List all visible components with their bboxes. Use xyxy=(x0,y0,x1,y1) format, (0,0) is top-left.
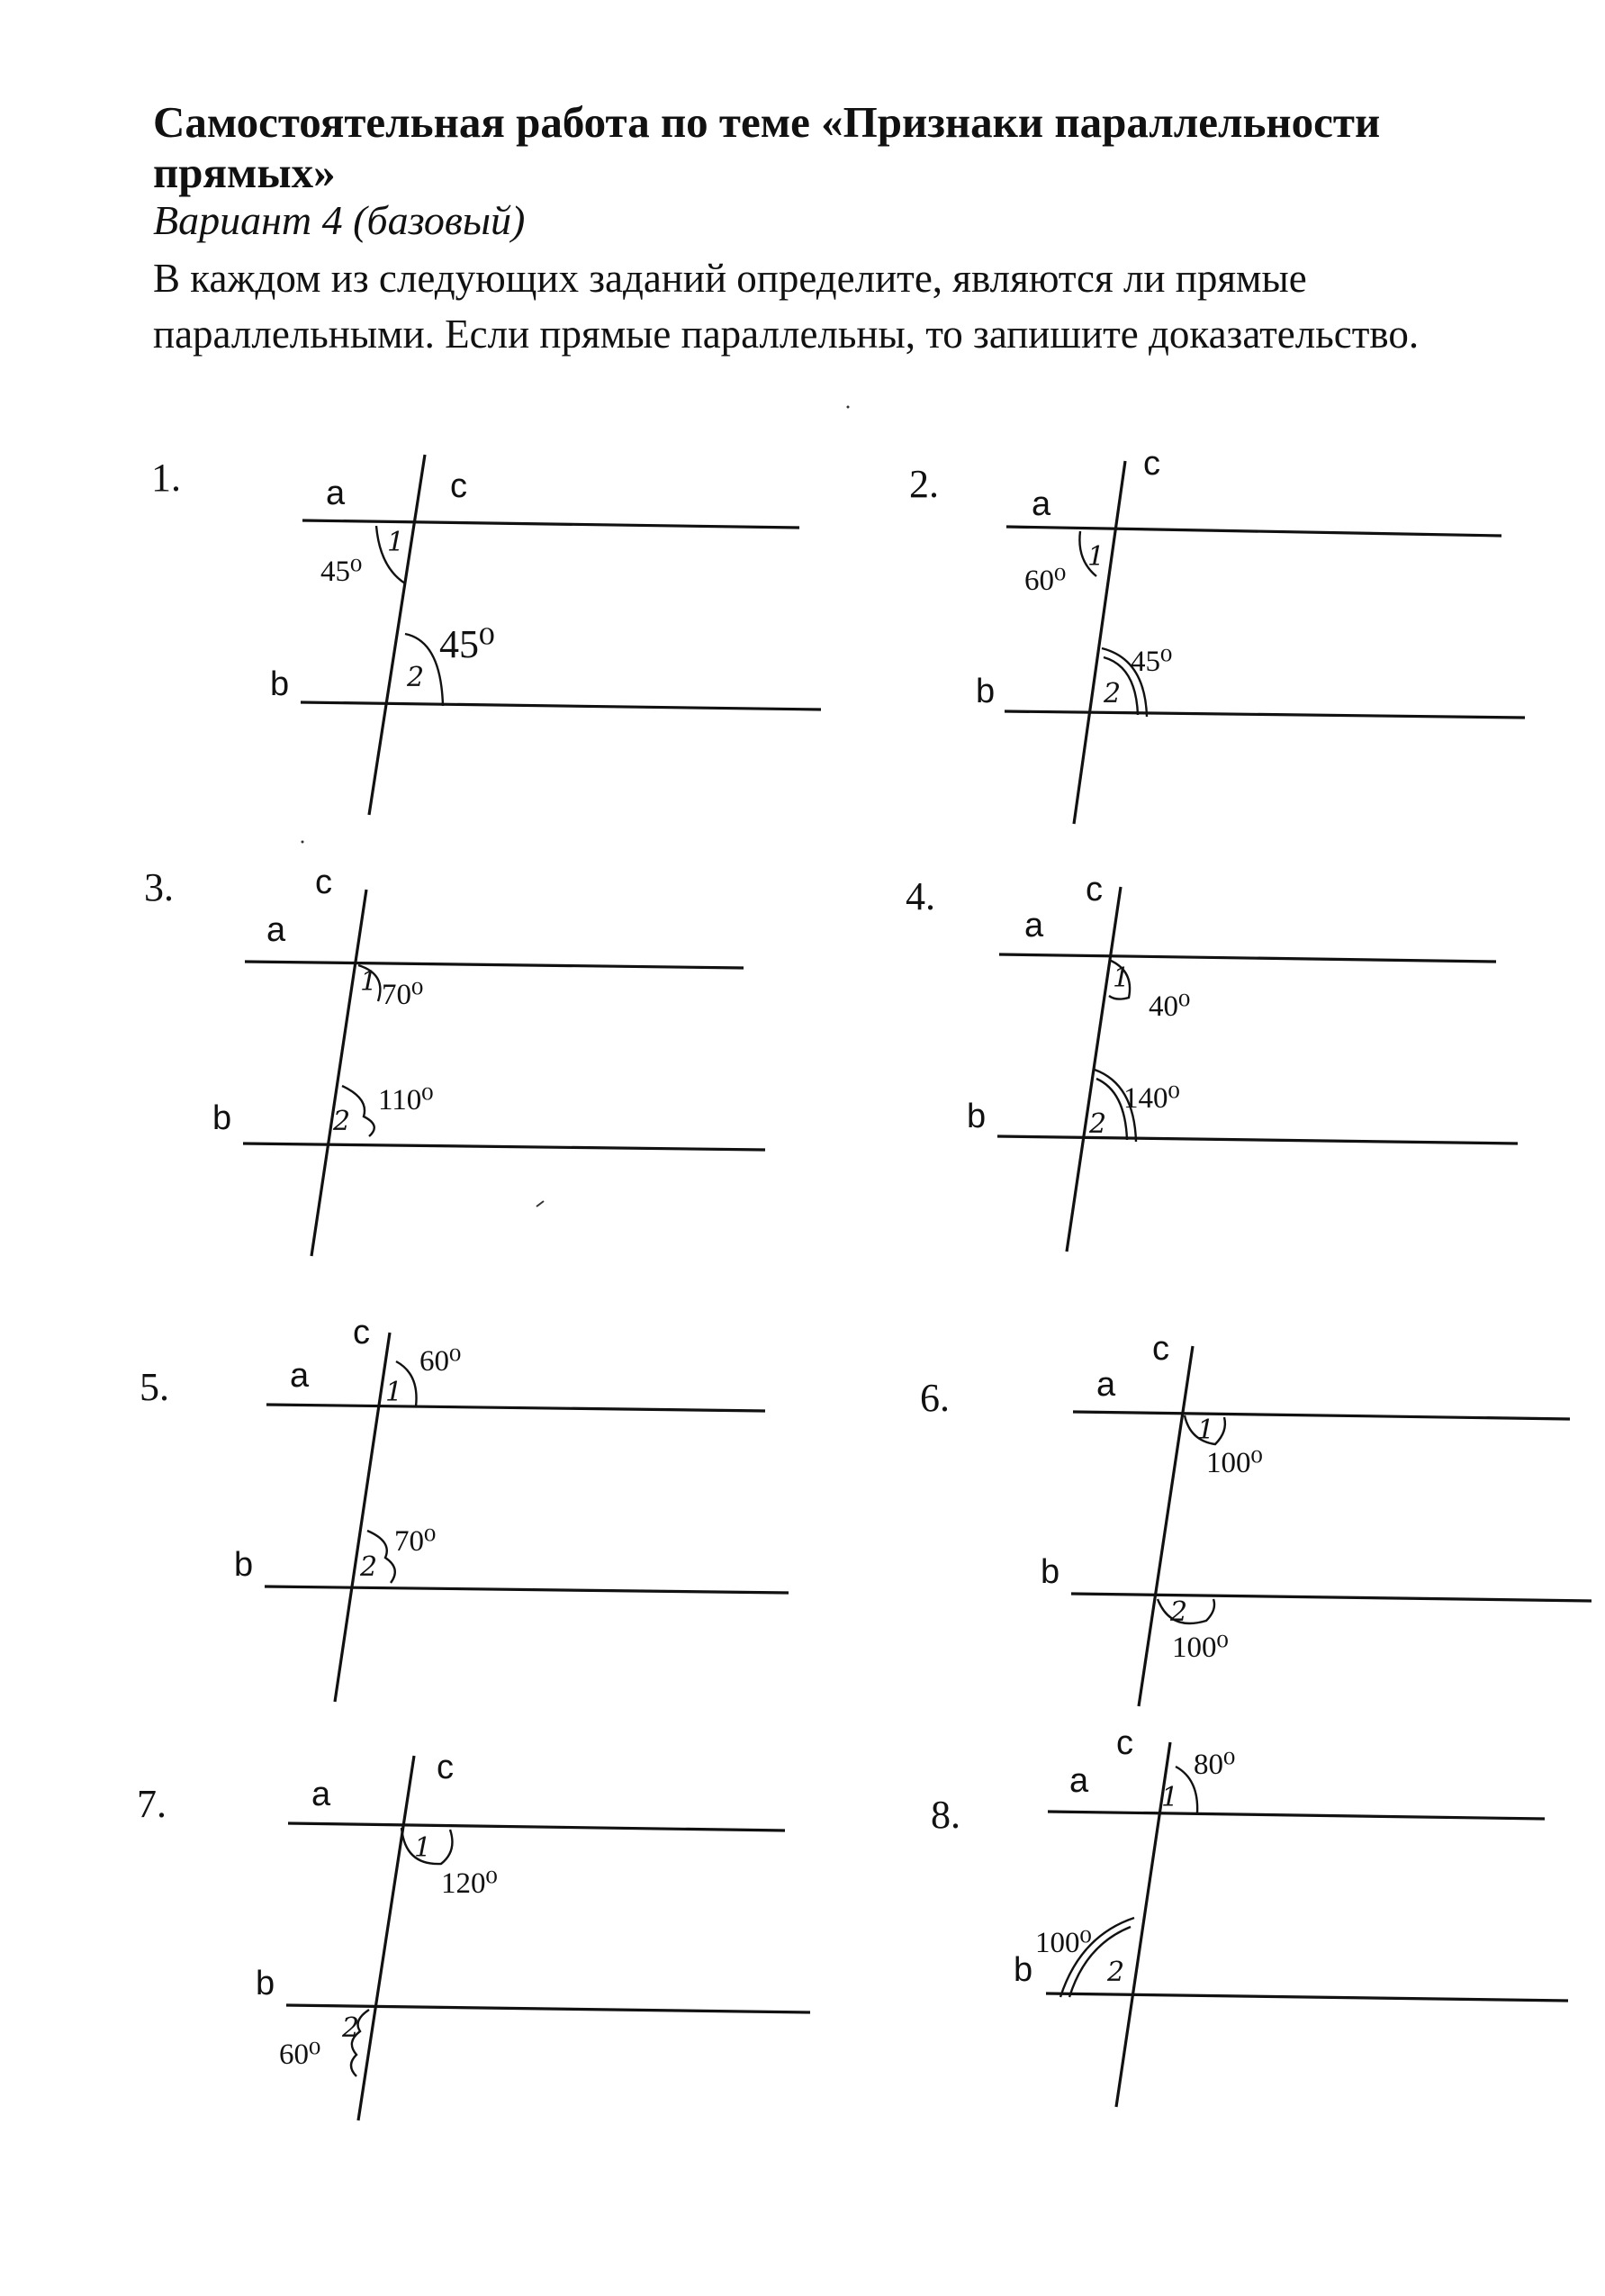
task-8-label-a: a xyxy=(1069,1762,1089,1800)
task-5-diagram xyxy=(234,1314,789,1702)
variant-label: Вариант 4 (базовый) xyxy=(153,197,526,243)
task-7-diagram xyxy=(256,1749,810,2120)
task-3-line-a xyxy=(245,962,744,968)
task-2-angle-2-mark: 2 xyxy=(1104,678,1122,710)
task-6-label-b: b xyxy=(1041,1553,1060,1591)
task-3-label-a: a xyxy=(266,911,286,949)
task-1-number: 1. xyxy=(151,456,181,500)
task-4-line-c xyxy=(1067,887,1121,1252)
task-1-label-b: b xyxy=(270,665,290,703)
task-6-label-a: a xyxy=(1096,1366,1116,1404)
task-4-line-a xyxy=(999,954,1496,962)
task-6-number: 6. xyxy=(920,1376,950,1420)
task-7-angle-2-mark: 2 xyxy=(342,2012,360,2044)
task-5-number: 5. xyxy=(140,1365,169,1409)
task-8-number: 8. xyxy=(931,1793,960,1837)
task-6-angle-2-value: 100⁰ xyxy=(1172,1632,1229,1664)
task-5-line-b xyxy=(265,1586,789,1593)
task-2-label-c: c xyxy=(1143,445,1160,483)
task-5-angle-1-value: 60⁰ xyxy=(419,1345,462,1378)
task-7-label-b: b xyxy=(256,1965,275,2002)
task-8-angle-2-mark: 2 xyxy=(1107,1957,1125,1988)
task-6-diagram xyxy=(1041,1330,1591,1706)
task-1-label-c: c xyxy=(450,467,467,505)
task-8-diagram xyxy=(1014,1724,1568,2107)
task-2-diagram xyxy=(976,445,1525,824)
task-4-label-b: b xyxy=(967,1098,987,1135)
task-1-angle-1-mark: 1 xyxy=(387,527,405,558)
task-1-angle-2-mark: 2 xyxy=(407,662,425,693)
task-7-number: 7. xyxy=(137,1782,167,1826)
scan-speck xyxy=(302,841,304,844)
scan-speck xyxy=(847,406,850,409)
task-1-diagram xyxy=(270,455,821,815)
scan-speck xyxy=(537,1201,544,1207)
task-3-angle-1-mark: 1 xyxy=(360,966,378,998)
task-2-line-c xyxy=(1074,461,1125,824)
task-6-angle-2-mark: 2 xyxy=(1170,1596,1188,1628)
task-5-angle-1-mark: 1 xyxy=(385,1377,403,1408)
task-2-angle-1-mark: 1 xyxy=(1087,541,1105,573)
task-3-angle-2-mark: 2 xyxy=(333,1106,351,1137)
task-4-number: 4. xyxy=(906,874,935,918)
task-7-angle-1-value: 120⁰ xyxy=(441,1867,498,1900)
task-1-line-c xyxy=(369,455,425,815)
task-7-angle-2-value: 60⁰ xyxy=(279,2038,321,2071)
task-3-angle-1-value: 70⁰ xyxy=(382,979,424,1011)
task-7-line-c xyxy=(358,1756,414,2120)
task-4-line-b xyxy=(997,1136,1518,1143)
task-3-label-c: c xyxy=(315,863,332,901)
task-7-label-a: a xyxy=(311,1776,331,1813)
task-8-line-b xyxy=(1046,1993,1568,2001)
task-2-angle-2-value: 45⁰ xyxy=(1131,646,1173,678)
task-1-line-b xyxy=(301,702,821,710)
task-5-angle-2-value: 70⁰ xyxy=(394,1525,437,1558)
task-6-label-c: c xyxy=(1152,1330,1169,1368)
worksheet-title: Самостоятельная работа по теме «Признаки параллельности прямых» xyxy=(153,97,1381,197)
task-8-angle-1-mark: 1 xyxy=(1161,1782,1179,1813)
task-5-line-a xyxy=(266,1405,765,1411)
task-4-label-c: c xyxy=(1086,871,1103,908)
task-4-label-a: a xyxy=(1024,907,1044,945)
task-6-line-b xyxy=(1071,1594,1591,1601)
task-3-label-b: b xyxy=(212,1099,232,1137)
task-5-angle-2-mark: 2 xyxy=(360,1551,378,1583)
instructions-text: В каждом из следующих заданий определите, являются ли прямые параллельными. Если прямые параллельны, то запишите доказательство. xyxy=(153,256,1420,357)
task-4-angle-1-value: 40⁰ xyxy=(1149,990,1191,1023)
task-2-line-b xyxy=(1005,711,1525,718)
task-6-line-a xyxy=(1073,1412,1570,1419)
task-5-line-c xyxy=(335,1333,390,1702)
task-8-label-b: b xyxy=(1014,1951,1033,1989)
task-2-label-b: b xyxy=(976,673,996,710)
task-4-diagram xyxy=(967,871,1518,1252)
task-4-angle-2-mark: 2 xyxy=(1089,1108,1107,1140)
task-8-line-a xyxy=(1048,1812,1545,1819)
task-6-angle-1-mark: 1 xyxy=(1197,1415,1215,1446)
task-3-angle-2-value: 110⁰ xyxy=(378,1084,434,1116)
task-7-label-c: c xyxy=(437,1749,454,1786)
task-3-diagram xyxy=(212,863,765,1256)
task-8-angle-2-value: 100⁰ xyxy=(1035,1927,1092,1959)
task-5-label-b: b xyxy=(234,1546,254,1584)
task-1-label-a: a xyxy=(326,475,346,512)
task-6-angle-1-value: 100⁰ xyxy=(1206,1447,1263,1479)
task-3-line-c xyxy=(311,890,366,1256)
task-8-angle-1-value: 80⁰ xyxy=(1194,1749,1236,1781)
task-5-label-a: a xyxy=(290,1357,310,1395)
task-7-line-a xyxy=(288,1823,785,1830)
task-7-line-b xyxy=(286,2005,810,2012)
task-8-label-c: c xyxy=(1116,1724,1133,1762)
task-7-angle-1-mark: 1 xyxy=(414,1832,432,1864)
task-2-angle-1-value: 60⁰ xyxy=(1024,565,1067,597)
task-2-number: 2. xyxy=(909,462,939,506)
task-5-label-c: c xyxy=(353,1314,370,1351)
task-3-line-b xyxy=(243,1143,765,1150)
task-2-label-a: a xyxy=(1032,485,1051,523)
task-3-number: 3. xyxy=(144,865,174,909)
task-1-angle-1-value: 45⁰ xyxy=(320,556,363,588)
task-1-angle-2-value: 45⁰ xyxy=(439,622,495,666)
task-4-angle-2-value: 140⁰ xyxy=(1123,1082,1180,1115)
task-4-angle-1-mark: 1 xyxy=(1113,963,1131,994)
